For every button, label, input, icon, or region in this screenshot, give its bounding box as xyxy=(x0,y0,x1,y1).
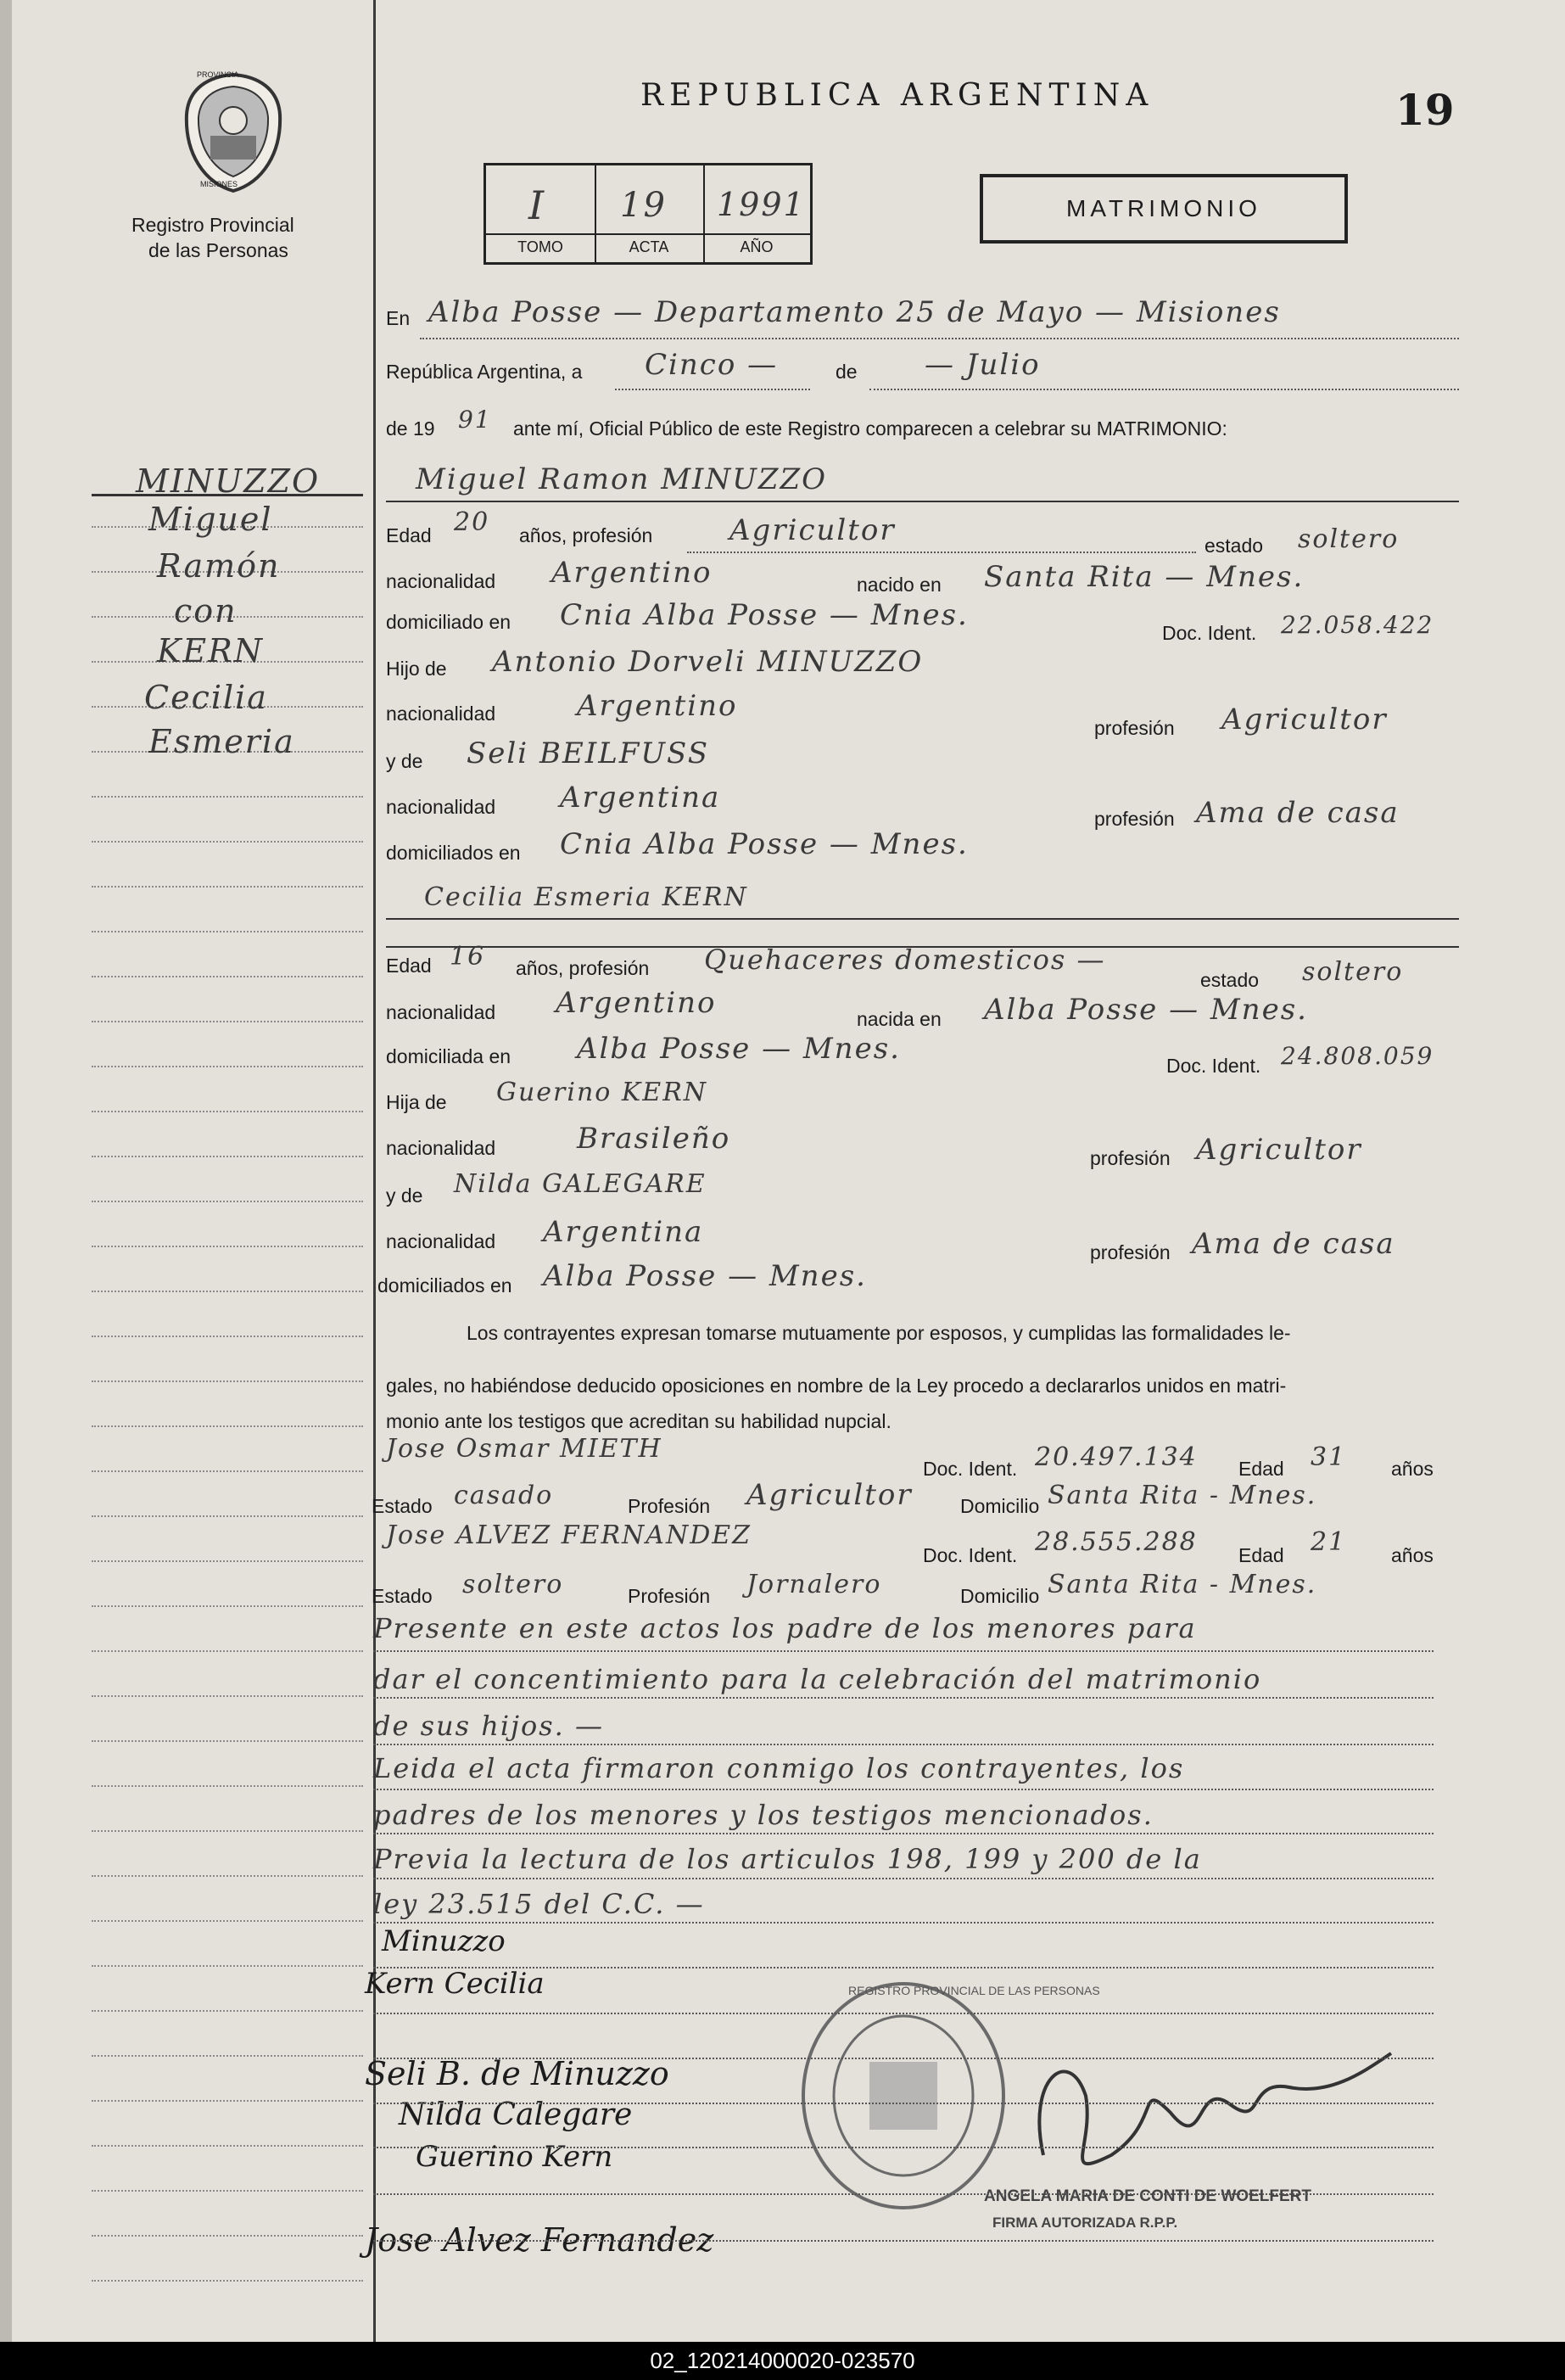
groom-madre-label: y de xyxy=(386,750,423,772)
margin-rule-line xyxy=(92,1695,363,1697)
groom-name-line xyxy=(386,501,1459,502)
bride-profesion-label: años, profesión xyxy=(516,957,650,979)
bride-padre: Guerino KERN xyxy=(496,1078,708,1107)
margin-rule-line xyxy=(92,1920,363,1922)
groom-padres-dom-label: domiciliados en xyxy=(386,842,521,864)
note-line: dar el concentimiento para la celebración del matrimonio xyxy=(373,1663,1262,1695)
ruled-line xyxy=(373,2240,1434,2242)
margin-rule-line xyxy=(92,931,363,932)
groom-padre-nac: Argentino xyxy=(577,689,738,723)
margin-rule-line xyxy=(92,2100,363,2102)
margin-rule-line xyxy=(92,1111,363,1112)
bride-estado-label: estado xyxy=(1200,969,1260,991)
witness-1-name: Jose Osmar MIETH xyxy=(386,1434,662,1464)
year-suffix: 91 xyxy=(458,406,492,434)
day-line xyxy=(615,389,810,390)
groom-madre-nac-label: nacionalidad xyxy=(386,796,496,818)
note-line: ley 23.515 del C.C. — xyxy=(373,1888,705,1920)
witness-1-prof-label: Profesión xyxy=(628,1495,711,1517)
groom-dom-label: domiciliado en xyxy=(386,611,511,633)
witness-2-estado-label: Estado xyxy=(372,1585,433,1607)
bride-madre-nac: Argentina xyxy=(543,1215,704,1249)
note-line: padres de los menores y los testigos mencionados. xyxy=(373,1799,1154,1831)
margin-word: Miguel xyxy=(148,501,273,538)
margin-word: Cecilia xyxy=(144,679,268,716)
witness-1-estado: casado xyxy=(454,1481,554,1510)
ruled-line xyxy=(373,2013,1434,2014)
witness-1-anos-label: años xyxy=(1391,1458,1434,1480)
witness-2-estado: soltero xyxy=(462,1570,564,1599)
document-type-box: MATRIMONIO xyxy=(980,174,1348,244)
en-label: En xyxy=(386,307,411,329)
margin-rule-line xyxy=(92,1785,363,1787)
groom-estado: soltero xyxy=(1298,524,1400,554)
ruled-line xyxy=(373,2193,1434,2195)
witness-2-name: Jose ALVEZ FERNANDEZ xyxy=(386,1520,752,1550)
groom-padre: Antonio Dorveli MINUZZO xyxy=(492,645,924,679)
groom-padres-dom: Cnia Alba Posse — Mnes. xyxy=(560,827,969,861)
margin-rule-line xyxy=(92,1425,363,1427)
groom-profesion: Agricultor xyxy=(729,513,896,547)
bride-nacida-label: nacida en xyxy=(857,1008,942,1030)
margin-word: KERN xyxy=(157,632,264,669)
margin-rule-line xyxy=(92,1336,363,1337)
witness-1-dom-label: Domicilio xyxy=(960,1495,1040,1517)
declaration-line-1: Los contrayentes expresan tomarse mutuamente por esposos, y cumplidas las formalidades le- xyxy=(467,1322,1291,1344)
bride-padre-prof: Agricultor xyxy=(1196,1133,1362,1167)
margin-rule-line xyxy=(92,1470,363,1472)
witness-2-edad: 21 xyxy=(1311,1527,1347,1557)
groom-padre-nac-label: nacionalidad xyxy=(386,703,496,725)
ruled-line xyxy=(373,1744,1434,1745)
margin-rule-line xyxy=(92,841,363,843)
declaration-line-2: gales, no habiéndose deducido oposiciones en nombre de la Ley procedo a declararlos unidos en matri- xyxy=(386,1375,1287,1397)
year-prefix: de 19 xyxy=(386,417,435,440)
groom-profesion-label: años, profesión xyxy=(519,524,653,546)
bride-nacida: Alba Posse — Mnes. xyxy=(984,993,1308,1027)
note-line: Previa la lectura de los articulos 198, 199 y 200 de la xyxy=(373,1843,1202,1875)
bride-edad: 16 xyxy=(450,942,486,972)
witness-1-estado-label: Estado xyxy=(372,1495,433,1517)
margin-rule-line xyxy=(92,1156,363,1157)
margin-rule-line xyxy=(92,2235,363,2237)
bride-padre-prof-label: profesión xyxy=(1090,1147,1171,1169)
margin-rule-line xyxy=(92,1201,363,1202)
ruled-line xyxy=(373,1650,1434,1652)
bride-doc-label: Doc. Ident. xyxy=(1166,1055,1261,1077)
margin-rule-line xyxy=(92,1246,363,1247)
margin-rule-line xyxy=(92,886,363,888)
witness-2-prof-label: Profesión xyxy=(628,1585,711,1607)
witness-1-doc-label: Doc. Ident. xyxy=(923,1458,1018,1480)
bride-name: Cecilia Esmeria KERN xyxy=(424,882,748,912)
binder-edge xyxy=(0,0,12,2342)
tomo-acta-ano-box xyxy=(483,163,813,265)
month-value: — Julio xyxy=(925,348,1041,382)
margin-rule-line xyxy=(92,1291,363,1292)
country-title: REPUBLICA ARGENTINA xyxy=(640,78,1154,113)
margin-rule-line xyxy=(92,1515,363,1517)
stamp-ring-text: REGISTRO PROVINCIAL DE LAS PERSONAS xyxy=(848,1984,1100,1997)
signature: Seli B. de Minuzzo xyxy=(365,2055,669,2092)
ruled-line xyxy=(373,1789,1434,1790)
signature: Jose Alvez Fernandez xyxy=(365,2221,714,2259)
bride-padre-label: Hija de xyxy=(386,1091,447,1113)
bride-profesion: Quehaceres domesticos — xyxy=(704,944,1106,976)
margin-rule-line xyxy=(92,1066,363,1067)
note-line: de sus hijos. — xyxy=(373,1710,605,1742)
ruled-line xyxy=(373,2103,1434,2104)
image-code-footer: 02_120214000020-023570 xyxy=(0,2342,1565,2380)
acta-value: 19 xyxy=(620,186,667,225)
ruled-line xyxy=(373,2147,1434,2148)
groom-doc: 22.058.422 xyxy=(1281,611,1434,639)
margin-surname: MINUZZO xyxy=(136,462,321,500)
signature: Kern Cecilia xyxy=(365,1967,545,2001)
ruled-line xyxy=(373,1833,1434,1834)
margin-rule-line xyxy=(92,1380,363,1382)
ruled-line xyxy=(373,1967,1434,1968)
seal-text-bottom: MISIONES xyxy=(200,180,238,188)
margin-rule-line xyxy=(92,1605,363,1607)
provincial-seal-icon xyxy=(178,68,288,195)
margin-rule-line xyxy=(92,1965,363,1967)
groom-profesion-line xyxy=(687,552,1196,553)
month-line xyxy=(869,389,1459,390)
margin-rule-line xyxy=(92,1021,363,1022)
official-signature-icon xyxy=(1009,2028,1400,2206)
margin-rule-line xyxy=(92,1875,363,1877)
intro-statement: ante mí, Oficial Público de este Registro comparecen a celebrar su MATRIMONIO: xyxy=(513,417,1227,440)
groom-padre-prof: Agricultor xyxy=(1221,703,1388,736)
bride-madre-nac-label: nacionalidad xyxy=(386,1230,496,1252)
bride-madre-prof-label: profesión xyxy=(1090,1241,1171,1263)
signature: Guerino Kern xyxy=(416,2140,613,2174)
margin-rule-line xyxy=(92,2145,363,2147)
place-line xyxy=(420,338,1459,339)
republica-label: República Argentina, a xyxy=(386,361,583,383)
note-line: Presente en este actos los padre de los menores para xyxy=(373,1612,1197,1644)
bride-estado: soltero xyxy=(1302,957,1404,987)
groom-domicilio: Cnia Alba Posse — Mnes. xyxy=(560,598,969,632)
place-value: Alba Posse — Departamento 25 de Mayo — Misiones xyxy=(428,295,1281,329)
witness-1-edad: 31 xyxy=(1311,1442,1347,1472)
anio-label: AÑO xyxy=(703,233,810,256)
signature: Nilda Calegare xyxy=(399,2097,633,2132)
bride-padres-dom-label: domiciliados en xyxy=(377,1274,512,1296)
margin-word: Esmeria xyxy=(148,723,295,760)
bride-madre: Nilda GALEGARE xyxy=(454,1169,707,1199)
groom-nacido: Santa Rita — Mnes. xyxy=(984,560,1305,594)
bride-nacionalidad: Argentino xyxy=(556,986,717,1020)
groom-madre-prof-label: profesión xyxy=(1094,808,1175,830)
groom-name: Miguel Ramon MINUZZO xyxy=(416,462,827,496)
groom-padre-label: Hijo de xyxy=(386,658,447,680)
bride-madre-prof: Ama de casa xyxy=(1192,1227,1395,1261)
groom-nacido-label: nacido en xyxy=(857,574,942,596)
groom-nacionalidad: Argentino xyxy=(551,556,713,590)
margin-rule-line xyxy=(92,1560,363,1562)
bride-edad-label: Edad xyxy=(386,955,432,977)
groom-estado-label: estado xyxy=(1204,535,1264,557)
margin-word: con xyxy=(174,592,238,630)
margin-rule-line xyxy=(92,2280,363,2282)
signature: Minuzzo xyxy=(382,1924,506,1958)
bride-doc: 24.808.059 xyxy=(1281,1042,1434,1070)
groom-edad: 20 xyxy=(454,507,490,537)
groom-madre: Seli BEILFUSS xyxy=(467,736,710,770)
acta-label: ACTA xyxy=(595,233,703,256)
day-value: Cinco — xyxy=(645,348,779,382)
registry-name-line2: de las Personas xyxy=(148,239,288,261)
page-number: 19 xyxy=(1395,85,1455,135)
witness-1-prof: Agricultor xyxy=(746,1478,913,1512)
witness-1-doc: 20.497.134 xyxy=(1035,1442,1198,1472)
tomo-label: TOMO xyxy=(486,233,595,256)
anio-value: 1991 xyxy=(717,186,806,223)
ruled-line xyxy=(373,1697,1434,1699)
bride-padres-dom: Alba Posse — Mnes. xyxy=(543,1259,867,1293)
bride-domicilio: Alba Posse — Mnes. xyxy=(577,1032,901,1066)
witness-2-dom-label: Domicilio xyxy=(960,1585,1040,1607)
groom-madre-prof: Ama de casa xyxy=(1196,796,1400,830)
margin-rule-line xyxy=(92,2055,363,2057)
tomo-value: I xyxy=(528,182,546,228)
margin-rule-line xyxy=(92,1740,363,1742)
margin-rule-line xyxy=(92,1650,363,1652)
witness-2-dom: Santa Rita - Mnes. xyxy=(1048,1570,1317,1599)
witness-1-dom: Santa Rita - Mnes. xyxy=(1048,1481,1317,1510)
margin-rule-line xyxy=(92,2190,363,2192)
ruled-line xyxy=(373,1878,1434,1879)
witness-2-edad-label: Edad xyxy=(1238,1544,1284,1566)
groom-doc-label: Doc. Ident. xyxy=(1162,622,1257,644)
note-line: Leida el acta firmaron conmigo los contrayentes, los xyxy=(373,1752,1185,1784)
groom-madre-nac: Argentina xyxy=(560,781,721,815)
margin-rule-line xyxy=(92,796,363,798)
stamp-signer-role: FIRMA AUTORIZADA R.P.P. xyxy=(992,2215,1178,2231)
witness-1-edad-label: Edad xyxy=(1238,1458,1284,1480)
groom-nac-label: nacionalidad xyxy=(386,570,496,592)
seal-text-top: PROVINCIA xyxy=(197,70,239,79)
bride-padre-nac-label: nacionalidad xyxy=(386,1137,496,1159)
ruled-line xyxy=(373,2058,1434,2059)
bride-nac-label: nacionalidad xyxy=(386,1001,496,1023)
witness-2-prof: Jornalero xyxy=(746,1570,882,1599)
bride-padre-nac: Brasileño xyxy=(577,1122,731,1156)
de-label: de xyxy=(836,361,858,383)
groom-padre-prof-label: profesión xyxy=(1094,717,1175,739)
bride-name-line xyxy=(386,918,1459,920)
groom-edad-label: Edad xyxy=(386,524,432,546)
bride-dom-label: domiciliada en xyxy=(386,1045,511,1067)
witness-2-anos-label: años xyxy=(1391,1544,1434,1566)
margin-rule-line xyxy=(92,2010,363,2012)
margin-rule-line xyxy=(92,1830,363,1832)
witness-2-doc: 28.555.288 xyxy=(1035,1527,1198,1557)
declaration-line-3: monio ante los testigos que acreditan su habilidad nupcial. xyxy=(386,1410,891,1432)
margin-rule-line xyxy=(92,976,363,977)
stamp-signer: ANGELA MARIA DE CONTI DE WOELFERT xyxy=(984,2187,1311,2205)
registry-name-line1: Registro Provincial xyxy=(131,214,294,236)
bride-madre-label: y de xyxy=(386,1184,423,1207)
margin-word: Ramón xyxy=(157,547,281,585)
witness-2-doc-label: Doc. Ident. xyxy=(923,1544,1018,1566)
ruled-line xyxy=(373,1922,1434,1924)
